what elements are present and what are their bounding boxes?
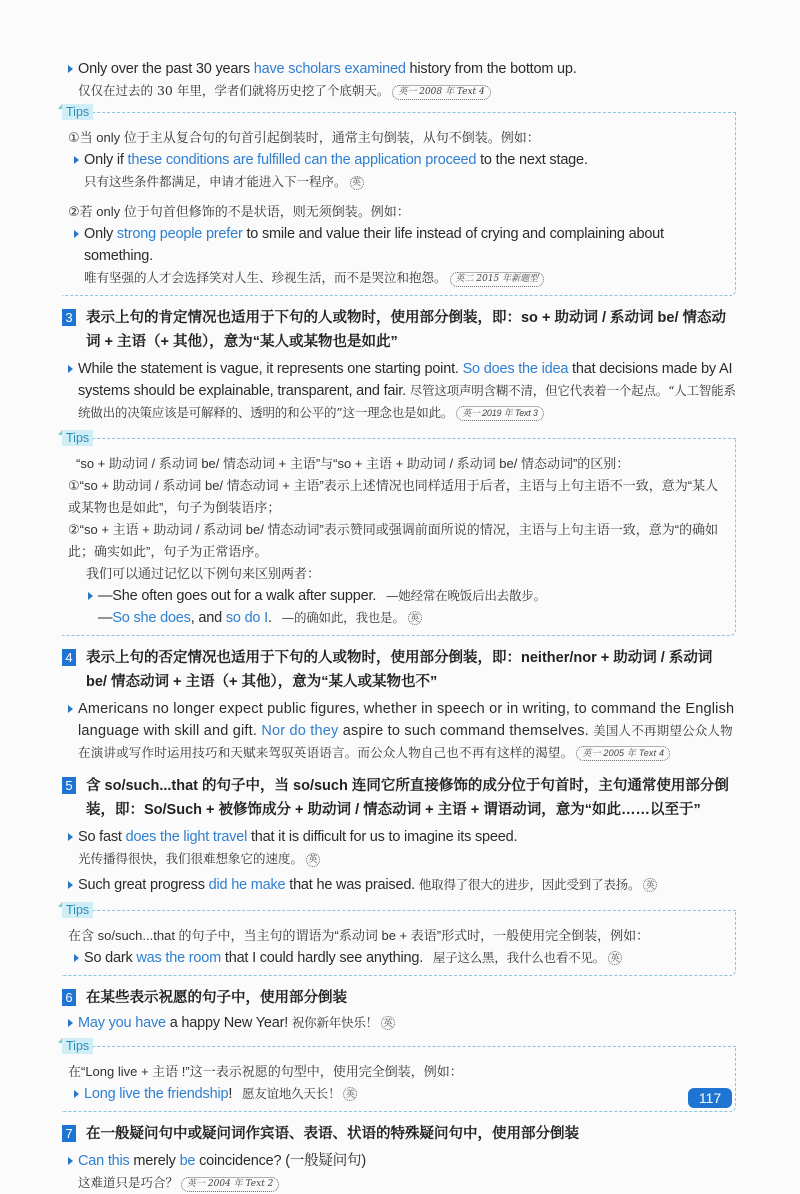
sentence-text: a happy New Year! xyxy=(165,1015,292,1031)
tip-text: ②若 only 位于句首但修饰的不是状语，则无须倒装。例如： xyxy=(68,204,410,219)
sentence-text: —She often goes out for a walk after supper. xyxy=(98,588,380,604)
sentence-text: that it is difficult for us to imagine its speed. xyxy=(247,829,518,845)
page-number: 117 xyxy=(688,1088,732,1108)
tip-text: 在含 so/such...that 的句子中，当主句的谓语为“系动词 be + 表语”形式时，一般使用完全倒装，例如： xyxy=(68,928,650,943)
example-text xyxy=(84,1086,236,1102)
example-sentence xyxy=(68,1150,736,1172)
sentence-text: So dark xyxy=(84,950,137,966)
translation-text: 这难道只是巧合？ xyxy=(78,1175,179,1190)
sentence-text: to smile and value their life instead of crying and complaining about something. xyxy=(84,226,664,264)
sentence-text: that decisions made by AI systems should be explainable, transparent, and fair. xyxy=(78,361,733,399)
section-title: 表示上句的肯定情况也适用于下句的人或物时，使用部分倒装，即：so + 助动词 / 系动词 be/ 情态动词 + 主语（+ 其他），意为“某人或某物也是如此” xyxy=(86,310,727,350)
section-heading xyxy=(65,1122,736,1146)
example-sentence xyxy=(68,874,736,896)
highlighted-phrase: Nor do they xyxy=(261,723,339,739)
translation-text: 只有这些条件都满足，申请才能进入下一程序。 xyxy=(84,174,347,189)
tip-text: 我们可以通过记忆以下例句来区别两者： xyxy=(86,566,321,581)
section-number: 6 xyxy=(62,989,76,1006)
highlighted-phrase: have scholars examined xyxy=(253,61,406,77)
sentence-text: history from the bottom up. xyxy=(405,61,577,77)
translation-text: 光传播得很快，我们很难想象它的速度。 xyxy=(78,851,304,866)
source-badge: 英一 2004 年 Text 2 xyxy=(181,1177,279,1192)
highlighted-phrase: May you have xyxy=(78,1015,166,1031)
example-text xyxy=(78,877,419,893)
english-mark-icon: 英 xyxy=(350,176,364,190)
translation xyxy=(74,171,729,193)
translation-text: 屋子这么黑，我什么也看不见。 xyxy=(432,950,606,965)
english-mark-icon: 英 xyxy=(408,611,422,625)
example-text xyxy=(78,1015,292,1031)
section-heading xyxy=(65,306,736,354)
translation-text: 美国人不再期望公众人物在演讲或写作时运用技巧和天赋来驾驭英语语言。而公众人物自己也不再有这样的渴望。 xyxy=(78,723,733,760)
sentence-text: , and xyxy=(190,610,226,626)
example-sentence xyxy=(74,149,729,171)
section-title: 表示上句的否定情况也适用于下句的人或物时，使用部分倒装，即：neither/nor + 助动词 / 系动词 be/ 情态动词 + 主语（+ 其他），意为“某人或某物也不” xyxy=(86,650,713,690)
section-heading xyxy=(65,986,736,1010)
sentence-text: Only if xyxy=(84,152,128,168)
sentence-text: ! xyxy=(228,1086,236,1102)
example-sentence xyxy=(88,585,729,607)
translation xyxy=(68,1172,736,1194)
sentence-text: — xyxy=(98,610,113,626)
sentence-text: . xyxy=(267,610,276,626)
sentence-text: merely xyxy=(129,1153,180,1169)
tips-label: Tips xyxy=(62,1038,93,1054)
example-sentence xyxy=(68,826,736,848)
highlighted-phrase: So does the idea xyxy=(462,361,569,377)
section-title: 在某些表示祝愿的句子中，使用部分倒装 xyxy=(86,990,347,1006)
example-sentence xyxy=(74,1083,729,1105)
source-badge: 英二 2015 年新题型 xyxy=(450,272,545,287)
highlighted-phrase: be xyxy=(179,1153,196,1169)
sentence-text: Such great progress xyxy=(78,877,209,893)
translation-text: 仅仅在过去的 30 年里，学者们就将历史挖了个底朝天。 xyxy=(78,83,390,98)
tips-label: Tips xyxy=(62,430,93,446)
tips-box xyxy=(62,431,736,636)
highlighted-phrase: so do I xyxy=(225,610,268,626)
tip-text: ①“so + 助动词 / 系动词 be/ 情态动词 + 主语”表示上述情况也同样适用于后者，主语与上句主语不一致，意为“某人或某物也是如此”，句子为倒装语序； xyxy=(68,478,719,515)
tips-box xyxy=(62,105,736,296)
example-sentence xyxy=(68,358,736,424)
sentence-text: that he was praised. xyxy=(285,877,419,893)
highlighted-phrase: did he make xyxy=(208,877,286,893)
english-mark-icon: 英 xyxy=(608,951,622,965)
translation-text: 愿友谊地久天长！ xyxy=(242,1086,341,1101)
section-number: 4 xyxy=(62,649,76,666)
highlighted-phrase: does the light travel xyxy=(125,829,248,845)
sentence-text: aspire to such command themselves. xyxy=(338,723,594,739)
source-badge: 英一 2005 年 Text 4 xyxy=(576,746,670,761)
highlighted-phrase: strong people prefer xyxy=(116,226,243,242)
page-content xyxy=(65,58,736,1194)
tips-box xyxy=(62,903,736,976)
section-number: 7 xyxy=(62,1125,76,1142)
tips-label: Tips xyxy=(62,902,93,918)
sentence-text: Only over the past 30 years xyxy=(78,61,254,77)
sentence-text: So fast xyxy=(78,829,126,845)
section-number: 5 xyxy=(62,777,76,794)
section-number: 3 xyxy=(62,309,76,326)
translation-text: —她经常在晚饭后出去散步。 xyxy=(385,588,546,603)
translation xyxy=(68,80,736,102)
example-text xyxy=(84,950,427,966)
section-title: 含 so/such...that 的句子中，当 so/such 连同它所直接修饰的成分位于句首时，主句通常使用部分倒装，即：So/Such + 被修饰成分 + 助动词 / 情态动词 + 主语 + 谓语动词，意为“如此……以至于” xyxy=(86,778,729,818)
translation-text: —的确如此，我也是。 xyxy=(281,610,405,625)
highlighted-phrase: Long live the friendship xyxy=(84,1086,229,1102)
english-mark-icon: 英 xyxy=(306,853,320,867)
translation-text: 唯有坚强的人才会选择笑对人生、珍视生活，而不是哭泣和抱怨。 xyxy=(84,270,447,285)
english-mark-icon: 英 xyxy=(343,1087,357,1101)
translation-text: 尽管这项声明含糊不清，但它代表着一个起点。“人工智能系统做出的决策应该是可解释的、透明的和公平的”这一理念也是如此。 xyxy=(78,383,736,420)
translation xyxy=(68,848,736,870)
english-mark-icon: 英 xyxy=(643,878,657,892)
tips-box xyxy=(62,1039,736,1112)
tip-text: 在“Long live + 主语 !”这一表示祝愿的句型中，使用完全倒装，例如： xyxy=(68,1064,463,1079)
source-badge: 英一 2008 年 Text 4 xyxy=(392,85,490,100)
section-heading xyxy=(65,774,736,822)
highlighted-phrase: Can this xyxy=(78,1153,130,1169)
sentence-text: While the statement is vague, it represents one starting point. xyxy=(78,361,463,377)
example-text xyxy=(98,588,380,604)
sentence-text: to the next stage. xyxy=(476,152,588,168)
example-sentence xyxy=(68,698,736,764)
translation xyxy=(74,267,729,289)
translation-text: 他取得了很大的进步，因此受到了表扬。 xyxy=(418,877,641,892)
example-sentence xyxy=(74,223,729,267)
example-sentence xyxy=(88,607,729,629)
example-sentence xyxy=(68,58,736,80)
example-sentence xyxy=(68,1012,736,1034)
sentence-text: that I could hardly see anything. xyxy=(221,950,427,966)
sentence-text: Americans no longer expect public figures, whether in speech or in writing, to command the English language with skill and gift. xyxy=(78,701,735,739)
english-mark-icon: 英 xyxy=(381,1016,395,1030)
tip-text: ②“so + 主语 + 助动词 / 系动词 be/ 情态动词”表示赞同或强调前面所说的情况，主语与上句主语一致，意为“的确如此；确实如此”，句子为正常语序。 xyxy=(68,522,719,559)
translation-text: 祝你新年快乐！ xyxy=(291,1015,378,1030)
example-sentence xyxy=(74,947,729,969)
highlighted-phrase: was the room xyxy=(136,950,222,966)
highlighted-phrase: these conditions are fulfilled can the application proceed xyxy=(127,152,477,168)
example-text xyxy=(98,610,276,626)
sentence-text: coincidence? (一般疑问句) xyxy=(195,1153,366,1169)
source-badge: 英一 2019 年 Text 3 xyxy=(456,406,544,421)
tips-label: Tips xyxy=(62,104,93,120)
highlighted-phrase: So she does xyxy=(112,610,191,626)
section-title: 在一般疑问句中或疑问词作宾语、表语、状语的特殊疑问句中，使用部分倒装 xyxy=(86,1126,579,1142)
tip-text: ①当 only 位于主从复合句的句首引起倒装时，通常主句倒装，从句不倒装。例如： xyxy=(68,130,540,145)
section-heading xyxy=(65,646,736,694)
tip-text: “so + 助动词 / 系动词 be/ 情态动词 + 主语”与“so + 主语 + 助动词 / 系动词 be/ 情态动词”的区别： xyxy=(76,456,630,471)
sentence-text: Only xyxy=(84,226,117,242)
